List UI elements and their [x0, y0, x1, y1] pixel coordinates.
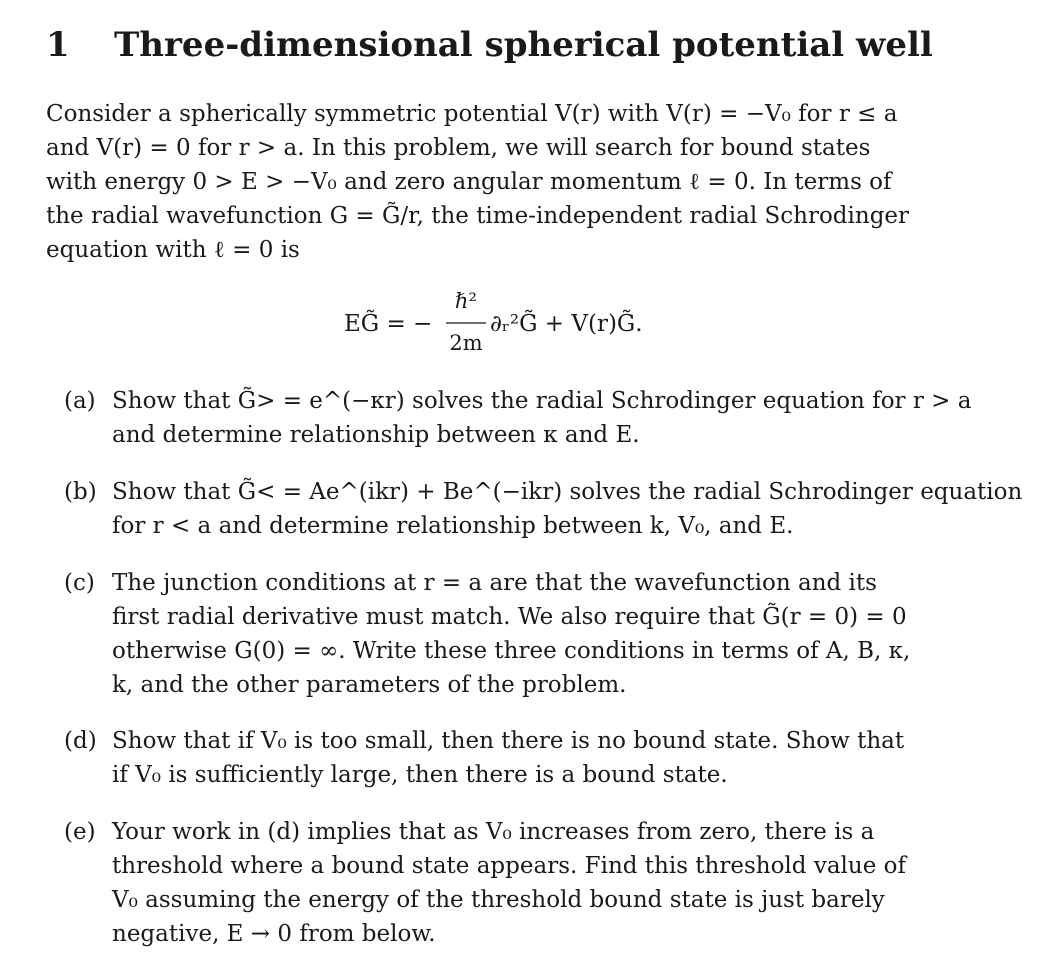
part-b	[64, 475, 1023, 543]
part-label: (c)	[64, 570, 95, 596]
part-label: (d)	[64, 728, 97, 754]
part-a	[64, 384, 972, 452]
part-line: and determine relationship between κ and E.	[112, 422, 640, 448]
part-label: (b)	[64, 479, 97, 505]
intro-line: Consider a spherically symmetric potential V(r) with V(r) = −V₀ for r ≤ a	[46, 101, 898, 127]
part-label: (a)	[64, 388, 96, 414]
part-line: k, and the other parameters of the problem.	[112, 672, 627, 698]
equation-lhs: EG̃ = −	[344, 311, 433, 337]
equation-rhs: ∂ᵣ²G̃ + V(r)G̃.	[490, 311, 643, 337]
schrodinger-equation	[344, 286, 674, 358]
part-c	[64, 566, 954, 702]
part-line: The junction conditions at r = a are that the wavefunction and its	[112, 570, 877, 596]
part-line: V₀ assuming the energy of the threshold bound state is just barely	[112, 887, 885, 913]
part-line: for r < a and determine relationship between k, V₀, and E.	[112, 513, 794, 539]
part-line: if V₀ is sufficiently large, then there is a bound state.	[112, 762, 728, 788]
part-line: negative, E → 0 from below.	[112, 921, 436, 947]
intro-line: and V(r) = 0 for r > a. In this problem, we will search for bound states	[46, 135, 871, 161]
part-line: Show that if V₀ is too small, then there is no bound state. Show that	[112, 728, 905, 754]
intro-paragraph	[46, 97, 954, 267]
part-line: Your work in (d) implies that as V₀ increases from zero, there is a	[112, 819, 875, 845]
intro-line: the radial wavefunction G = G̃/r, the time-independent radial Schrodinger	[46, 203, 910, 229]
part-label: (e)	[64, 819, 96, 845]
part-e	[64, 815, 954, 951]
section-title: Three-dimensional spherical potential well	[114, 25, 933, 65]
section-number: 1	[46, 25, 70, 65]
part-line: otherwise G(0) = ∞. Write these three conditions in terms of A, B, κ,	[112, 638, 911, 664]
intro-line: with energy 0 > E > −V₀ and zero angular momentum ℓ = 0. In terms of	[46, 169, 892, 195]
section-heading	[46, 22, 933, 68]
part-line: Show that G̃< = Ae^(ikr) + Be^(−ikr) solves the radial Schrodinger equation	[112, 479, 1023, 505]
part-line: threshold where a bound state appears. Find this threshold value of	[112, 853, 906, 879]
part-d	[64, 724, 954, 792]
fraction-denominator: 2m	[449, 331, 483, 355]
intro-line: equation with ℓ = 0 is	[46, 237, 300, 263]
part-line: Show that G̃> = e^(−κr) solves the radial Schrodinger equation for r > a	[112, 388, 972, 414]
fraction-numerator: ℏ²	[455, 289, 477, 313]
part-line: first radial derivative must match. We also require that G̃(r = 0) = 0	[112, 604, 907, 630]
